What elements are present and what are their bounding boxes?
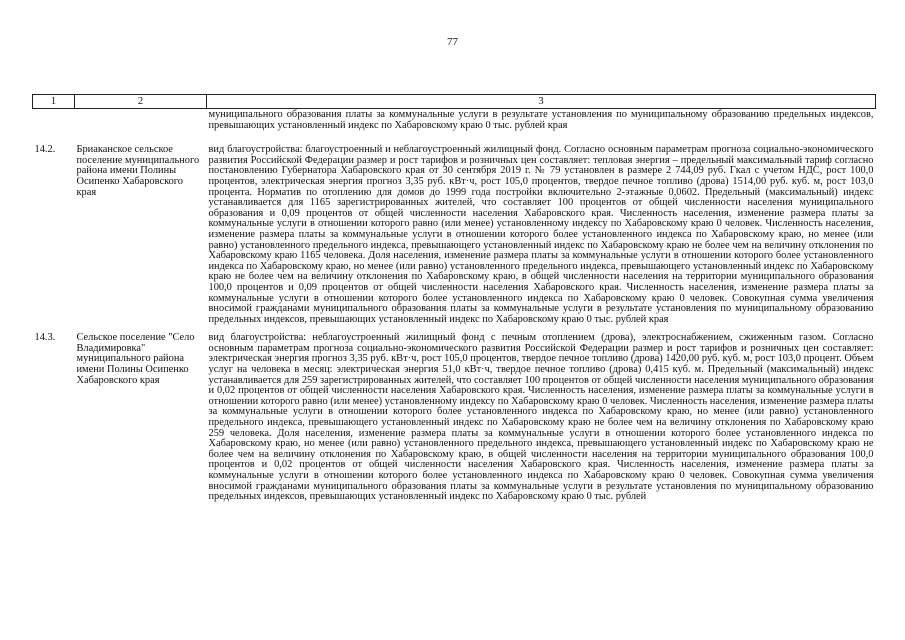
row-number: 14.3. bbox=[34, 332, 56, 344]
row-number: 14.2. bbox=[34, 144, 56, 156]
continuation-row bbox=[33, 109, 876, 146]
column-header-1: 1 bbox=[33, 95, 75, 109]
row-description: вид благоустройства: неблагоустроенный жилищный фонд с печным отоплением (дрова), электроснабжением, сжиженным газом. Согласно основным параметрам прогноза социально-экономического развития Российской Федерации размер и рост тарифов и розничных цен составляет: электрическая энергия прогноз 3,35 руб. кВт·ч, рост 105,0 процентов, твердое печное топливо (дрова) 1420,00 руб. куб. м, рост 103,0 процент. Объем услуг на человека в месяц: электрическая энергия 51,0 кВт·ч, твердое печное топливо (дрова) 0,415 куб. м. Предельный (максимальный) индекс устанавливается для 259 зарегистрированных жителей, что составляет 100 процентов от общей численности населения муниципального образования и 0,02 процентов от общей численности населения Хабаровского края. Численность населения, изменение размера платы за коммунальные услуги в отношении которого равно (или менее) установленному индексу по Хабаровскому краю 0 человек. Численность населения, изменение размера платы за коммунальные услуги в отношении которого более установленного индекса по Хабаровскому краю, но менее (или равно) установленного предельного индекса, превышающего установленный индекс по Хабаровскому краю не более чем на величину отклонения по Хабаровскому краю 259 человека. Доля населения, изменение размера платы за коммунальные услуги в отношении которого более установленного индекса по Хабаровскому краю, но менее (или равно) установленного предельного индекса, превышающего установленный индекс по Хабаровскому краю не более чем на величину отклонения по Хабаровскому краю, в общей численности населения на территории муниципального образования 100,0 процентов и 0,02 процентов от общей численности населения Хабаровского края. Численность населения, изменение размера платы за коммунальные услуги в отношении которого более установленного индекса по Хабаровскому краю 0 человек. Совокупная сумма увеличения вносимой гражданами муниципального образования платы за коммунальные услуги в результате установления по муниципальному образованию предельных индексов, превышающих установленный индекс по Хабаровскому краю 0 тыс. рублей bbox=[208, 332, 874, 503]
row-description: вид благоустройства: благоустроенный и неблагоустроенный жилищный фонд. Согласно основным параметрам прогноза социально-экономического развития Российской Федерации размер и рост тарифов и розничных цен составляет: тепловая энергия – предельный максимальный тариф согласно постановлению Губернатора Хабаровского края от 30 сентября 2019 г. № 79 установлен в размере 2 744,09 руб. Гкал с учетом НДС, рост 100,0 процентов, электрическая энергия прогноз 3,35 руб. кВт·ч, рост 105,0 процентов, твердое печное топливо (дрова) 1514,00 руб. куб. м, рост 103,0 процента. Норматив по отоплению для домов до 1999 года постройки включительно 2-этажные 0,0602. Предельный (максимальный) индекс устанавливается для 1165 зарегистрированных жителей, что составляет 100 процентов от общей численности населения муниципального образования и 0,09 процентов от общей численности населения Хабаровского края. Численность населения, изменение размера платы за коммунальные услуги в отношении которого равно (или менее) установленному индексу по Хабаровскому краю 0 человек. Численность населения, изменение размера платы за коммунальные услуги в отношении которого более установленного индекса по Хабаровскому краю, но менее (или равно) установленного предельного индекса, превышающего установленный индекс по Хабаровскому краю не более чем на величину отклонения по Хабаровскому краю 1165 человека. Доля населения, изменение размера платы за коммунальные услуги в отношении которого более установленного индекса по Хабаровскому краю, но менее (или равно) установленного предельного индекса, превышающего установленный индекс по Хабаровскому краю не более чем на величину отклонения по Хабаровскому краю, в общей численности населения на территории муниципального образования 100,0 процентов и 0,09 процентов от общей численности населения Хабаровского края. Численность населения, изменение размера платы за коммунальные услуги в отношении которого более установленного индекса по Хабаровскому краю 0 человек. Совокупная сумма увеличения вносимой гражданами муниципального образования платы за коммунальные услуги в результате установления по муниципальному образованию предельных индексов, превышающих установленный индекс по Хабаровскому краю 0 тыс. рублей края bbox=[208, 144, 874, 325]
column-header-3: 3 bbox=[207, 95, 876, 109]
tariff-index-table bbox=[32, 94, 876, 511]
table-row bbox=[33, 145, 876, 333]
continuation-text: муниципального образования платы за коммунальные услуги в результате установления по муниципальному образованию предельных индексов, превышающих установленный индекс по Хабаровскому краю 0 тыс. рублей края bbox=[208, 109, 874, 131]
table-header-row bbox=[33, 95, 876, 109]
municipality-name: Бриаканское сельское поселение муниципального района имени Полины Осипенко Хабаровского края bbox=[76, 144, 200, 198]
page-number: 77 bbox=[447, 36, 458, 48]
column-header-2: 2 bbox=[75, 95, 207, 109]
table-row bbox=[33, 333, 876, 511]
municipality-name: Сельское поселение "Село Владимировка" муниципального района имени Полины Осипенко Хабаровского края bbox=[76, 332, 195, 386]
